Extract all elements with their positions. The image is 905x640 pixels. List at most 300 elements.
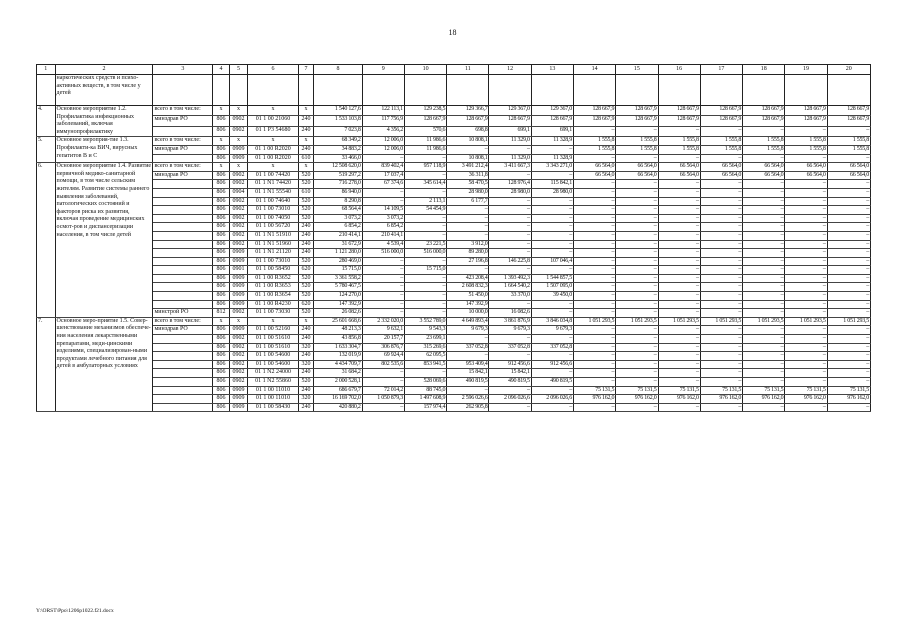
- executor-cell: [153, 300, 213, 309]
- amount-cell: –: [616, 206, 658, 215]
- amount-cell: –: [616, 360, 658, 369]
- amount-cell: 976 162,0: [574, 395, 616, 404]
- amount-cell: –: [489, 300, 531, 309]
- amount-cell: 128 667,9: [489, 116, 531, 126]
- executor-cell: [153, 335, 213, 344]
- column-header-row: [37, 65, 871, 75]
- code-cell: 806: [213, 231, 229, 240]
- section-total-row: [37, 137, 871, 146]
- amount-cell: –: [743, 300, 785, 309]
- amount-cell: –: [489, 214, 531, 223]
- amount-cell: –: [531, 300, 573, 309]
- amount-cell: 11 986,6: [404, 145, 446, 154]
- amount-cell: –: [362, 154, 404, 163]
- amount-cell: 33 370,0: [489, 292, 531, 301]
- amount-cell: 1 555,8: [785, 145, 827, 154]
- code-cell: 240: [298, 126, 313, 136]
- amount-cell: –: [616, 326, 658, 335]
- amount-cell: 2 096 026,6: [531, 395, 573, 404]
- amount-cell: 12 006,0: [362, 145, 404, 154]
- code-cell: 806: [213, 154, 229, 163]
- amount-cell: 210 414,1: [314, 231, 362, 240]
- amount-cell: –: [785, 240, 827, 249]
- amount-cell: 66 564,0: [658, 171, 700, 180]
- amount-cell: –: [574, 369, 616, 378]
- amount-cell: –: [743, 231, 785, 240]
- amount-cell: –: [827, 197, 870, 206]
- amount-cell: –: [574, 126, 616, 136]
- amount-cell: –: [616, 214, 658, 223]
- amount-cell: –: [489, 335, 531, 344]
- amount-cell: –: [447, 352, 489, 361]
- amount-cell: –: [574, 188, 616, 197]
- amount-cell: –: [362, 292, 404, 301]
- amount-cell: 2 332 020,0: [362, 317, 404, 326]
- executor-cell: [153, 283, 213, 292]
- amount-cell: 1 555,8: [658, 145, 700, 154]
- amount-cell: 75 131,5: [574, 386, 616, 395]
- amount-cell: –: [700, 326, 742, 335]
- amount-cell: 14 109,5: [362, 206, 404, 215]
- amount-cell: 66 564,0: [700, 163, 742, 172]
- column-header: 11: [447, 65, 489, 75]
- column-header: 4: [213, 65, 229, 75]
- amount-cell: 1 540 127,6: [314, 106, 362, 116]
- column-header: 8: [314, 65, 362, 75]
- amount-cell: –: [700, 360, 742, 369]
- code-cell: 620: [298, 266, 313, 275]
- table-row: [37, 116, 871, 126]
- amount-cell: 2 596 026,6: [447, 395, 489, 404]
- table-row: [37, 223, 871, 232]
- amount-cell: 54 454,9: [404, 206, 446, 215]
- amount-cell: –: [489, 231, 531, 240]
- amount-cell: 72 014,2: [362, 386, 404, 395]
- continuation-row: [37, 75, 871, 106]
- amount-cell: 69 924,4: [362, 352, 404, 361]
- code-cell: 01 1 P3 54680: [248, 126, 299, 136]
- amount-cell: –: [658, 231, 700, 240]
- amount-cell: 7 023,8: [314, 126, 362, 136]
- table-row: [37, 180, 871, 189]
- amount-cell: 1 051 293,5: [743, 317, 785, 326]
- amount-cell: –: [658, 257, 700, 266]
- amount-cell: 15 842,1: [489, 369, 531, 378]
- code-cell: 320: [298, 343, 313, 352]
- column-header: 18: [743, 65, 785, 75]
- amount-cell: 9 632,1: [362, 326, 404, 335]
- amount-cell: –: [700, 206, 742, 215]
- amount-cell: 129 366,7: [447, 106, 489, 116]
- amount-cell: 6 854,2: [314, 223, 362, 232]
- amount-cell: –: [574, 197, 616, 206]
- column-header: 14: [574, 65, 616, 75]
- amount-cell: –: [785, 335, 827, 344]
- amount-cell: 43 856,8: [314, 335, 362, 344]
- amount-cell: –: [531, 197, 573, 206]
- amount-cell: –: [700, 300, 742, 309]
- amount-cell: 128 667,9: [658, 106, 700, 116]
- code-cell: 0902: [229, 352, 248, 361]
- amount-cell: 686 679,7: [314, 386, 362, 395]
- code-cell: 806: [213, 180, 229, 189]
- code-cell: 520: [298, 378, 313, 387]
- amount-cell: –: [827, 188, 870, 197]
- amount-cell: –: [447, 266, 489, 275]
- amount-cell: 1 555,8: [616, 145, 658, 154]
- amount-cell: –: [700, 154, 742, 163]
- amount-cell: –: [827, 335, 870, 344]
- code-cell: 01 1 00 R2020: [248, 154, 299, 163]
- amount-cell: –: [743, 154, 785, 163]
- table-row: [37, 214, 871, 223]
- amount-cell: –: [785, 231, 827, 240]
- executor-total-label: всего в том числе:: [153, 106, 213, 116]
- code-cell: 01 1 00 R3653: [248, 283, 299, 292]
- code-cell: 01 1 00 R3652: [248, 274, 299, 283]
- amount-cell: –: [743, 283, 785, 292]
- code-cell: 0909: [229, 145, 248, 154]
- code-cell: 01 1 00 11010: [248, 395, 299, 404]
- executor-cell: минздрав РО: [153, 145, 213, 154]
- code-cell: 01 1 00 74420: [248, 171, 299, 180]
- amount-cell: 28 980,0: [531, 188, 573, 197]
- code-cell: 0909: [229, 403, 248, 412]
- amount-cell: –: [785, 283, 827, 292]
- code-cell: x: [248, 163, 299, 172]
- amount-cell: 146 225,8: [489, 257, 531, 266]
- amount-cell: –: [785, 369, 827, 378]
- table-row: [37, 292, 871, 301]
- column-header: 12: [489, 65, 531, 75]
- amount-cell: 1 555,8: [700, 137, 742, 146]
- amount-cell: –: [362, 283, 404, 292]
- column-header: 15: [616, 65, 658, 75]
- amount-cell: 16 169 702,0: [314, 395, 362, 404]
- amount-cell: –: [362, 378, 404, 387]
- amount-cell: –: [700, 309, 742, 318]
- table-row: [37, 206, 871, 215]
- code-cell: 01 1 00 58430: [248, 403, 299, 412]
- code-cell: 0909: [229, 154, 248, 163]
- executor-cell: [153, 352, 213, 361]
- amount-cell: 912 456,6: [531, 360, 573, 369]
- amount-cell: –: [827, 266, 870, 275]
- code-cell: 806: [213, 116, 229, 126]
- amount-cell: –: [785, 126, 827, 136]
- amount-cell: 1 555,8: [574, 137, 616, 146]
- amount-cell: –: [658, 188, 700, 197]
- amount-cell: –: [700, 369, 742, 378]
- continuation-text: наркотических средств и психо-активных веществ, в том числе у детей: [55, 75, 153, 106]
- code-cell: 240: [298, 386, 313, 395]
- amount-cell: –: [743, 266, 785, 275]
- amount-cell: 36 311,8: [447, 171, 489, 180]
- code-cell: 320: [298, 395, 313, 404]
- code-cell: 01 1 00 58450: [248, 266, 299, 275]
- executor-cell: [153, 292, 213, 301]
- amount-cell: 957 118,9: [404, 163, 446, 172]
- table-row: [37, 369, 871, 378]
- code-cell: 520: [298, 171, 313, 180]
- executor-total-label: всего в том числе:: [153, 317, 213, 326]
- amount-cell: 75 131,5: [658, 386, 700, 395]
- amount-cell: 15 715,0: [314, 266, 362, 275]
- amount-cell: 853 941,5: [404, 360, 446, 369]
- amount-cell: –: [574, 309, 616, 318]
- amount-cell: –: [531, 171, 573, 180]
- amount-cell: 1 497 608,9: [404, 395, 446, 404]
- amount-cell: –: [700, 240, 742, 249]
- amount-cell: 1 555,8: [616, 137, 658, 146]
- amount-cell: 117 756,9: [362, 116, 404, 126]
- code-cell: x: [229, 317, 248, 326]
- amount-cell: 128 976,4: [489, 180, 531, 189]
- amount-cell: 1 507 095,0: [531, 283, 573, 292]
- amount-cell: 2 608 832,3: [447, 283, 489, 292]
- amount-cell: –: [489, 266, 531, 275]
- amount-cell: 12 006,0: [362, 137, 404, 146]
- amount-cell: 698,8: [447, 126, 489, 136]
- amount-cell: 2 000 528,1: [314, 378, 362, 387]
- code-cell: 806: [213, 171, 229, 180]
- amount-cell: –: [700, 343, 742, 352]
- amount-cell: –: [743, 309, 785, 318]
- amount-cell: 528 069,6: [404, 378, 446, 387]
- amount-cell: 1 555,8: [574, 145, 616, 154]
- amount-cell: –: [658, 249, 700, 258]
- executor-cell: [153, 240, 213, 249]
- amount-cell: 1 544 857,5: [531, 274, 573, 283]
- executor-cell: [153, 231, 213, 240]
- amount-cell: –: [574, 274, 616, 283]
- code-cell: 0902: [229, 343, 248, 352]
- amount-cell: 9 679,3: [489, 326, 531, 335]
- amount-cell: –: [447, 231, 489, 240]
- amount-cell: 3 861 876,9: [489, 317, 531, 326]
- executor-cell: [153, 214, 213, 223]
- amount-cell: –: [574, 206, 616, 215]
- code-cell: 520: [298, 197, 313, 206]
- amount-cell: –: [531, 240, 573, 249]
- amount-cell: 9 679,3: [447, 326, 489, 335]
- table-row: [37, 145, 871, 154]
- code-cell: 806: [213, 386, 229, 395]
- amount-cell: –: [574, 223, 616, 232]
- code-cell: 520: [298, 274, 313, 283]
- amount-cell: –: [404, 300, 446, 309]
- budget-table: [36, 64, 871, 412]
- amount-cell: –: [785, 197, 827, 206]
- amount-cell: 128 667,9: [574, 116, 616, 126]
- amount-cell: 62 095,5: [404, 352, 446, 361]
- amount-cell: –: [616, 240, 658, 249]
- code-cell: 806: [213, 395, 229, 404]
- code-cell: 01 1 00 R4230: [248, 300, 299, 309]
- amount-cell: –: [616, 378, 658, 387]
- amount-cell: 1 393 492,3: [489, 274, 531, 283]
- amount-cell: 16 082,6: [489, 309, 531, 318]
- amount-cell: –: [658, 403, 700, 412]
- amount-cell: –: [616, 343, 658, 352]
- table-row: [37, 403, 871, 412]
- amount-cell: –: [700, 378, 742, 387]
- amount-cell: –: [362, 188, 404, 197]
- amount-cell: –: [785, 180, 827, 189]
- code-cell: 01 1 N1 55540: [248, 188, 299, 197]
- code-cell: 806: [213, 257, 229, 266]
- amount-cell: 11 329,0: [489, 154, 531, 163]
- amount-cell: –: [827, 283, 870, 292]
- amount-cell: –: [531, 403, 573, 412]
- amount-cell: 716 278,0: [314, 180, 362, 189]
- amount-cell: –: [362, 369, 404, 378]
- table-row: [37, 335, 871, 344]
- amount-cell: –: [489, 403, 531, 412]
- code-cell: 0902: [229, 206, 248, 215]
- amount-cell: 262 905,8: [447, 403, 489, 412]
- executor-cell: минздрав РО: [153, 326, 213, 335]
- amount-cell: 516 000,0: [404, 249, 446, 258]
- amount-cell: –: [404, 154, 446, 163]
- amount-cell: –: [658, 309, 700, 318]
- amount-cell: 26 082,6: [314, 309, 362, 318]
- code-cell: 0902: [229, 214, 248, 223]
- amount-cell: –: [785, 257, 827, 266]
- amount-cell: –: [827, 360, 870, 369]
- amount-cell: –: [616, 369, 658, 378]
- amount-cell: –: [447, 145, 489, 154]
- table-row: [37, 386, 871, 395]
- code-cell: 0902: [229, 126, 248, 136]
- amount-cell: –: [616, 274, 658, 283]
- amount-cell: –: [700, 257, 742, 266]
- code-cell: 240: [298, 369, 313, 378]
- amount-cell: 75 131,5: [785, 386, 827, 395]
- amount-cell: –: [404, 214, 446, 223]
- amount-cell: 128 667,9: [616, 106, 658, 116]
- code-cell: 806: [213, 335, 229, 344]
- executor-cell: минздрав РО: [153, 171, 213, 180]
- amount-cell: –: [743, 326, 785, 335]
- code-cell: 240: [298, 231, 313, 240]
- amount-cell: –: [700, 197, 742, 206]
- amount-cell: 1 051 293,5: [785, 317, 827, 326]
- amount-cell: –: [489, 197, 531, 206]
- amount-cell: –: [404, 231, 446, 240]
- amount-cell: 128 667,9: [827, 116, 870, 126]
- section-total-row: [37, 317, 871, 326]
- amount-cell: –: [785, 274, 827, 283]
- amount-cell: 1 555,8: [658, 137, 700, 146]
- amount-cell: 128 667,9: [658, 116, 700, 126]
- amount-cell: –: [827, 369, 870, 378]
- amount-cell: –: [743, 180, 785, 189]
- amount-cell: –: [616, 300, 658, 309]
- code-cell: 0902: [229, 335, 248, 344]
- code-cell: 0909: [229, 292, 248, 301]
- amount-cell: –: [658, 274, 700, 283]
- code-cell: 240: [298, 223, 313, 232]
- code-cell: 01 1 00 21060: [248, 116, 299, 126]
- section-total-row: [37, 163, 871, 172]
- amount-cell: 128 667,9: [785, 116, 827, 126]
- amount-cell: 490 819,5: [531, 378, 573, 387]
- column-header: 17: [700, 65, 742, 75]
- amount-cell: –: [531, 223, 573, 232]
- amount-cell: 89 280,0: [447, 249, 489, 258]
- section-number: 5.: [37, 137, 56, 163]
- amount-cell: –: [785, 378, 827, 387]
- amount-cell: 490 819,5: [489, 378, 531, 387]
- code-cell: 01 1 00 51610: [248, 343, 299, 352]
- column-header: 20: [827, 65, 870, 75]
- amount-cell: –: [616, 180, 658, 189]
- amount-cell: –: [574, 231, 616, 240]
- column-header: 6: [248, 65, 299, 75]
- code-cell: 01 1 00 73010: [248, 206, 299, 215]
- amount-cell: –: [531, 352, 573, 361]
- code-cell: 240: [298, 249, 313, 258]
- amount-cell: –: [404, 171, 446, 180]
- amount-cell: –: [827, 274, 870, 283]
- amount-cell: –: [827, 326, 870, 335]
- code-cell: x: [298, 163, 313, 172]
- amount-cell: –: [658, 378, 700, 387]
- amount-cell: 75 131,5: [827, 386, 870, 395]
- amount-cell: 976 162,0: [827, 395, 870, 404]
- amount-cell: 20 157,7: [362, 335, 404, 344]
- amount-cell: –: [700, 274, 742, 283]
- column-header: 2: [55, 65, 153, 75]
- amount-cell: –: [658, 326, 700, 335]
- amount-cell: –: [531, 309, 573, 318]
- code-cell: 0902: [229, 180, 248, 189]
- amount-cell: –: [700, 188, 742, 197]
- executor-cell: минздрав РО: [153, 116, 213, 126]
- code-cell: 812: [213, 309, 229, 318]
- amount-cell: 66 564,0: [658, 163, 700, 172]
- amount-cell: 66 564,0: [827, 163, 870, 172]
- code-cell: 0902: [229, 360, 248, 369]
- amount-cell: 3 912,0: [447, 240, 489, 249]
- amount-cell: 4 649 893,4: [447, 317, 489, 326]
- table-row: [37, 274, 871, 283]
- column-header: 1: [37, 65, 56, 75]
- amount-cell: 3 343 271,0: [531, 163, 573, 172]
- amount-cell: –: [785, 352, 827, 361]
- amount-cell: –: [700, 266, 742, 275]
- amount-cell: 4 434 709,7: [314, 360, 362, 369]
- amount-cell: –: [827, 343, 870, 352]
- amount-cell: 11 328,9: [531, 154, 573, 163]
- amount-cell: –: [362, 266, 404, 275]
- code-cell: x: [298, 137, 313, 146]
- amount-cell: 3 846 034,8: [531, 317, 573, 326]
- amount-cell: 976 162,0: [616, 395, 658, 404]
- amount-cell: 128 667,9: [616, 116, 658, 126]
- amount-cell: –: [658, 266, 700, 275]
- executor-cell: [153, 386, 213, 395]
- amount-cell: 115 842,1: [531, 180, 573, 189]
- code-cell: 806: [213, 343, 229, 352]
- table-row: [37, 395, 871, 404]
- amount-cell: –: [616, 231, 658, 240]
- amount-cell: 12 508 620,0: [314, 163, 362, 172]
- amount-cell: –: [574, 352, 616, 361]
- code-cell: 0902: [229, 309, 248, 318]
- amount-cell: 31 684,2: [314, 369, 362, 378]
